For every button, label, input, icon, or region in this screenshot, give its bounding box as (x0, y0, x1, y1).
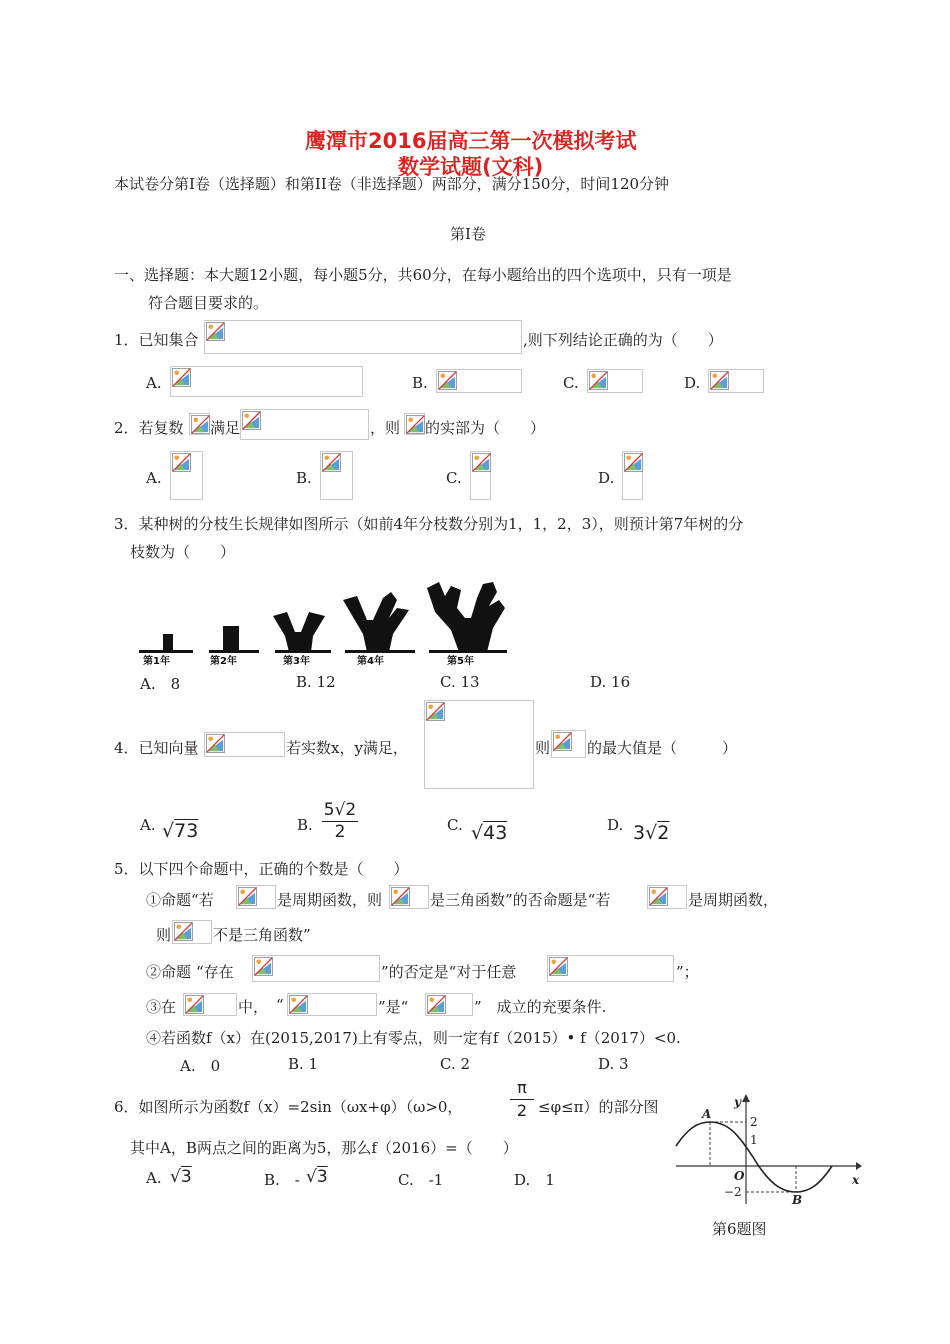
broken-image-icon (254, 957, 273, 976)
q5-s1-img3 (647, 885, 687, 909)
q2-option-a-image (170, 451, 203, 500)
q1-option-a-image (170, 366, 363, 397)
q5-option-a: A. 0 (180, 1057, 221, 1075)
q5-s1-c: 是三角函数”的否命题是“若 (430, 891, 611, 909)
q5-s3-img3 (425, 993, 473, 1016)
broken-image-icon (438, 371, 457, 390)
q4-option-c-label: C. (447, 816, 463, 834)
q3-option-d: D. 16 (590, 673, 631, 691)
q6-option-a-value: √3 (170, 1167, 192, 1187)
tree-label-1: 第1年 (143, 656, 170, 667)
q4-option-d-radicand: 2 (657, 822, 670, 844)
q4-option-b-label: B. (297, 816, 313, 834)
broken-image-icon (206, 322, 225, 341)
tree-year-5 (427, 582, 505, 652)
q5-s3-img2 (287, 993, 377, 1016)
q4-constraints-image (424, 700, 534, 789)
q6-option-a-radicand: 3 (180, 1167, 192, 1187)
exam-title: 鹰潭市2016届高三第一次模拟考试 (305, 129, 637, 153)
q4-target-image (551, 730, 586, 758)
q4-option-c-value: √43 (471, 822, 508, 844)
q5-s3-e: ” 成立的充要条件. (474, 998, 607, 1016)
broken-image-icon (472, 453, 491, 472)
q1-option-d-image (708, 369, 764, 393)
q6-option-c: C. -1 (398, 1171, 444, 1189)
q1-option-b-label: B. (412, 374, 428, 392)
q5-option-b: B. 1 (288, 1055, 319, 1073)
q2-stem-pre: 2．若复数 (114, 419, 184, 437)
q4-option-d-label: D. (607, 816, 624, 834)
q1-stem-pre: 1．已知集合 (114, 331, 199, 349)
q6-option-a-label: A. (146, 1169, 162, 1187)
broken-image-icon (549, 957, 568, 976)
broken-image-icon (191, 415, 210, 434)
y-axis-label: y (734, 1095, 741, 1109)
q1-option-b-image (436, 369, 522, 393)
q5-s3-a: ③在 (146, 998, 177, 1016)
q2-option-d-image (622, 451, 643, 500)
x-axis-arrow-icon (856, 1162, 862, 1170)
q1-set-image (204, 320, 522, 354)
q5-s2-img1 (252, 955, 380, 982)
q2-option-a-label: A. (146, 469, 162, 487)
q5-s1-img1 (236, 885, 276, 909)
broken-image-icon (426, 702, 445, 721)
broken-image-icon (289, 995, 308, 1014)
broken-image-icon (427, 995, 446, 1014)
exam-intro: 本试卷分第Ⅰ卷（选择题）和第II卷（非选择题）两部分，满分150分，时间120分钟 (114, 175, 670, 193)
sine-graph-figure (674, 1088, 864, 1208)
q5-stem: 5．以下四个命题中，正确的个数是（ ） (114, 860, 409, 878)
q3-option-a: A. 8 (140, 675, 181, 693)
broken-image-icon (174, 922, 193, 941)
broken-image-icon (406, 415, 425, 434)
q1-option-d-label: D. (684, 374, 701, 392)
q2-option-d-label: D. (598, 469, 615, 487)
broken-image-icon (206, 734, 225, 753)
q4-vector-image (204, 732, 285, 757)
tree-year-4 (343, 592, 409, 652)
x-axis-label: x (852, 1173, 860, 1187)
q6-option-b-label: B. - (264, 1171, 300, 1189)
q4-stem-pre: 4．已知向量 (114, 739, 199, 757)
q2-stem-mid1: 满足 (210, 419, 241, 437)
q6-fraction (510, 1077, 534, 1122)
broken-image-icon (238, 887, 257, 906)
tree-year-2 (223, 626, 239, 652)
q6-stem-cont: 其中A，B两点之间的距离为5，那么f（2016）=（ ） (130, 1139, 518, 1157)
q5-s1-img2 (389, 885, 429, 909)
tree-growth-figure (135, 578, 515, 668)
q5-s2-d: ”； (676, 963, 699, 981)
q3-option-b: B. 12 (296, 673, 336, 691)
tree-label-3: 第3年 (283, 656, 310, 667)
q4-option-b-numerator: 5√2 (323, 800, 357, 820)
q5-s1-f: 不是三角函数” (213, 926, 311, 944)
q4-option-b-denominator: 2 (334, 822, 346, 842)
q4-stem-mid: 若实数x，y满足， (286, 739, 408, 757)
broken-image-icon (242, 411, 261, 430)
part-label: 第Ⅰ卷 (450, 225, 486, 243)
tree-label-4: 第4年 (357, 656, 384, 667)
q6-option-b-radicand: 3 (316, 1167, 328, 1187)
q5-s3-b: 中， (238, 998, 269, 1016)
section-instructions: 一、选择题：本大题12小题，每小题5分，共60分，在每小题给出的四个选项中，只有一项是 (114, 266, 732, 284)
q2-z-image (189, 413, 210, 435)
broken-image-icon (172, 368, 191, 387)
broken-image-icon (391, 887, 410, 906)
q5-s4: ④若函数f（x）在(2015,2017)上有零点，则一定有f（2015）• f（2017）<0. (146, 1029, 681, 1047)
y-tick-neg2: −2 (724, 1185, 742, 1199)
broken-image-icon (649, 887, 668, 906)
broken-image-icon (589, 371, 608, 390)
q1-option-a-label: A. (146, 374, 162, 392)
q5-option-d: D. 3 (598, 1055, 629, 1073)
q4-option-b-fraction (322, 800, 358, 843)
q5-s1-e: 则 (156, 926, 172, 944)
q4-stem-post: 的最大值是（ ） (587, 739, 738, 757)
point-b-label: B (792, 1193, 803, 1207)
broken-image-icon (172, 453, 191, 472)
q6-option-b-value: √3 (306, 1167, 328, 1187)
broken-image-icon (553, 732, 572, 751)
q5-s2-a: ②命题 (146, 963, 192, 981)
y-tick-1: 1 (750, 1133, 758, 1147)
q6-option-d: D. 1 (514, 1171, 555, 1189)
q3-stem-cont: 枝数为（ ） (130, 543, 236, 561)
q4-option-a-label: A. (140, 816, 156, 834)
q6-stem-pre: 6．如图所示为函数f（x）=2sin（ωx+φ）（ω>0， (114, 1098, 463, 1116)
q3-stem: 3．某种树的分枝生长规律如图所示（如前4年分枝数分别为1，1，2，3），则预计第7年树的分 (114, 515, 744, 533)
tree-label-5: 第5年 (447, 656, 474, 667)
q5-s2-c: ”的否定是“对于任意 (381, 963, 517, 981)
q6-figure-caption: 第6题图 (712, 1220, 767, 1238)
q6-fraction-num: π (510, 1077, 534, 1100)
q5-s3-c: “ (276, 996, 284, 1014)
y-axis-arrow-icon (742, 1094, 750, 1102)
q2-option-c-image (470, 451, 491, 500)
exam-subtitle: 数学试题(文科) (398, 155, 544, 179)
y-tick-2: 2 (750, 1115, 758, 1129)
broken-image-icon (322, 453, 341, 472)
q2-z-image-2 (404, 413, 425, 435)
broken-image-icon (185, 995, 204, 1014)
origin-label: O (734, 1169, 745, 1183)
q2-option-b-label: B. (296, 469, 312, 487)
q4-option-a-radicand: 73 (174, 820, 199, 842)
tree-year-1 (163, 634, 173, 652)
section-instructions-cont: 符合题目要求的。 (148, 294, 269, 312)
q2-stem-post: 的实部为（ ） (425, 419, 546, 437)
q5-s3-d: ”是“ (378, 998, 409, 1016)
q4-stem-mid2: 则 (535, 739, 551, 757)
q2-stem-mid2: ，则 (370, 419, 401, 437)
q4-option-c-radicand: 43 (483, 822, 508, 844)
q1-option-c-image (587, 369, 643, 393)
tree-year-3 (273, 612, 325, 652)
broken-image-icon (710, 371, 729, 390)
q5-s1-d: 是周期函数， (688, 891, 779, 909)
point-a-label: A (702, 1107, 712, 1121)
q2-option-b-image (320, 451, 353, 500)
q4-option-a-value: √73 (162, 820, 199, 842)
q3-option-c: C. 13 (440, 673, 480, 691)
q5-s1-a: ①命题“若 (146, 891, 214, 909)
q5-option-c: C. 2 (440, 1055, 471, 1073)
q5-s3-img1 (183, 993, 237, 1016)
q6-stem-post: ≤φ≤π）的部分图 (538, 1098, 659, 1116)
q5-s2-b: “存在 (196, 963, 234, 981)
q4-option-d-coef: 3 (633, 822, 646, 844)
q1-stem-post: ,则下列结论正确的为（ ） (523, 331, 723, 349)
q4-option-d-value: 3√2 (633, 822, 670, 844)
tree-label-2: 第2年 (210, 656, 237, 667)
broken-image-icon (624, 453, 643, 472)
q2-equation-image (240, 409, 369, 440)
q5-s1-b: 是周期函数，则 (277, 891, 383, 909)
q5-s1-img4 (172, 920, 212, 944)
q1-option-c-label: C. (563, 374, 579, 392)
q5-s2-img2 (547, 955, 674, 982)
q6-fraction-den: 2 (516, 1101, 528, 1120)
q2-option-c-label: C. (446, 469, 462, 487)
